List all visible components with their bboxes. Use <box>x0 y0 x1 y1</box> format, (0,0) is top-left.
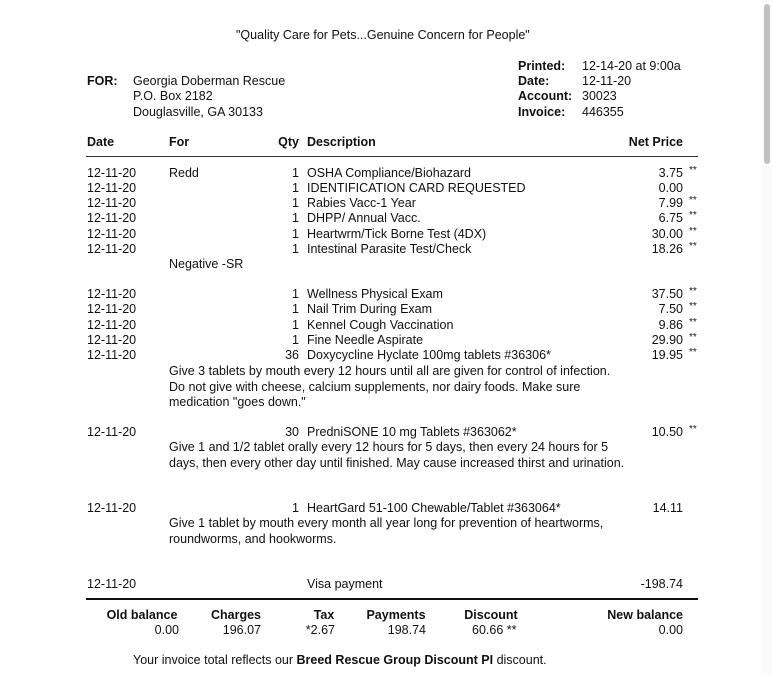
client-address-line2: Douglasville, GA 30133 <box>133 105 263 119</box>
scrollbar-thumb[interactable] <box>764 4 770 164</box>
heartgard-instructions: Give 1 tablet by mouth every month all year long for prevention of heartworms, roundworms, and hookworms. <box>169 516 604 546</box>
line-date: 12-11-20 <box>87 242 137 256</box>
footer-prefix: Your invoice total reflects our <box>133 653 297 667</box>
line-price: 30.00 <box>651 227 683 241</box>
line-flag: ** <box>689 195 697 206</box>
line-date: 12-11-20 <box>87 318 137 332</box>
line-date: 12-11-20 <box>87 302 137 316</box>
discount-value: 60.66 ** <box>472 623 517 637</box>
account-value: 30023 <box>582 89 617 103</box>
line-qty: 1 <box>292 166 299 180</box>
line-date: 12-11-20 <box>87 425 137 439</box>
account-label: Account: <box>518 89 573 103</box>
column-header-qty: Qty <box>278 135 299 149</box>
line-price: 37.50 <box>651 287 683 301</box>
line-qty: 1 <box>292 211 299 225</box>
line-description: Wellness Physical Exam <box>307 287 443 301</box>
tagline: "Quality Care for Pets...Genuine Concern for People" <box>236 28 530 42</box>
invoice-number: 446355 <box>582 105 624 119</box>
line-date: 12-11-20 <box>87 166 137 180</box>
line-price: 14.11 <box>652 501 683 515</box>
line-qty: 1 <box>292 302 299 316</box>
line-description: PredniSONE 10 mg Tablets #363062* <box>307 425 517 439</box>
line-price: 3.75 <box>658 166 683 180</box>
line-date: 12-11-20 <box>87 501 137 515</box>
discount-program-name: Breed Rescue Group Discount PI <box>296 653 494 667</box>
line-flag: ** <box>689 226 697 237</box>
new-balance-value: 0.00 <box>658 623 683 637</box>
date-value: 12-11-20 <box>582 74 632 88</box>
line-date: 12-11-20 <box>87 333 137 347</box>
totals-rule <box>86 598 698 600</box>
line-qty: 1 <box>292 242 299 256</box>
line-price: 0.00 <box>658 181 683 195</box>
line-qty: 1 <box>292 333 299 347</box>
line-qty: 30 <box>285 425 299 439</box>
line-flag: ** <box>689 165 697 176</box>
invoice-label: Invoice: <box>518 105 566 119</box>
line-flag: ** <box>689 301 697 312</box>
payments-label: Payments <box>366 608 426 622</box>
payment-amount: -198.74 <box>640 577 683 591</box>
line-flag: ** <box>689 424 697 435</box>
line-description: Nail Trim During Exam <box>307 302 433 316</box>
discount-footer-note <box>133 653 547 667</box>
line-flag: ** <box>689 241 697 252</box>
date-label: Date: <box>518 74 550 88</box>
column-header-description: Description <box>307 135 376 149</box>
tax-value: *2.67 <box>305 623 335 637</box>
old-balance-label: Old balance <box>106 608 178 622</box>
client-address-line1: P.O. Box 2182 <box>133 89 213 103</box>
line-description: Rabies Vacc-1 Year <box>307 196 416 210</box>
line-price: 6.75 <box>658 211 683 225</box>
line-price: 7.50 <box>658 302 683 316</box>
payment-date: 12-11-20 <box>87 577 137 591</box>
test-result-note: Negative -SR <box>169 257 244 271</box>
scrollbar[interactable] <box>762 0 772 675</box>
line-qty: 1 <box>292 227 299 241</box>
line-price: 29.90 <box>651 333 683 347</box>
charges-value: 196.07 <box>222 623 261 637</box>
header-rule <box>86 156 698 157</box>
line-date: 12-11-20 <box>87 211 137 225</box>
line-date: 12-11-20 <box>87 287 137 301</box>
line-date: 12-11-20 <box>87 196 137 210</box>
footer-suffix: discount. <box>493 653 547 667</box>
line-qty: 1 <box>292 287 299 301</box>
line-flag: ** <box>689 317 697 328</box>
line-price: 10.50 <box>651 425 683 439</box>
line-qty: 1 <box>292 501 299 515</box>
line-price: 7.99 <box>658 196 683 210</box>
line-description: Doxycycline Hyclate 100mg tablets #36306* <box>307 348 551 362</box>
old-balance-value: 0.00 <box>154 623 179 637</box>
line-description: Intestinal Parasite Test/Check <box>307 242 472 256</box>
line-flag: ** <box>689 347 697 358</box>
line-description: HeartGard 51-100 Chewable/Tablet #363064* <box>307 501 561 515</box>
printed-value: 12-14-20 at 9:00a <box>582 59 681 73</box>
line-price: 18.26 <box>651 242 683 256</box>
line-flag: ** <box>689 332 697 343</box>
for-label: FOR: <box>87 74 118 88</box>
line-date: 12-11-20 <box>87 348 137 362</box>
tax-label: Tax <box>313 608 335 622</box>
line-price: 9.86 <box>658 318 683 332</box>
line-qty: 1 <box>292 196 299 210</box>
line-flag: ** <box>689 286 697 297</box>
line-date: 12-11-20 <box>87 227 137 241</box>
line-description: Fine Needle Aspirate <box>307 333 424 347</box>
charges-label: Charges <box>210 608 262 622</box>
line-description: Heartwrm/Tick Borne Test (4DX) <box>307 227 487 241</box>
line-qty: 1 <box>292 318 299 332</box>
line-price: 19.95 <box>651 348 683 362</box>
line-flag: ** <box>689 210 697 221</box>
column-header-for: For <box>169 135 190 149</box>
line-qty: 36 <box>285 348 299 362</box>
client-name: Georgia Doberman Rescue <box>133 74 286 88</box>
printed-label: Printed: <box>518 59 566 73</box>
column-header-net-price: Net Price <box>628 135 683 149</box>
line-description: OSHA Compliance/Biohazard <box>307 166 471 180</box>
payment-description: Visa payment <box>307 577 383 591</box>
prednisone-instructions: Give 1 and 1/2 tablet orally every 12 hours for 5 days, then every 24 hours for 5 days, then every other day until finished. May cause increased thirst and urination. <box>169 440 625 470</box>
line-description: IDENTIFICATION CARD REQUESTED <box>307 181 526 195</box>
line-for: Redd <box>169 166 199 180</box>
line-description: DHPP/ Annual Vacc. <box>307 211 421 225</box>
line-qty: 1 <box>292 181 299 195</box>
new-balance-label: New balance <box>607 608 683 622</box>
doxycycline-instructions: Give 3 tablets by mouth every 12 hours until all are given for control of infection. Do not give with cheese, calcium supplements, nor dairy foods. Make sure medication "goes down." <box>169 364 611 409</box>
column-header-date: Date <box>87 135 115 149</box>
line-date: 12-11-20 <box>87 181 137 195</box>
discount-label: Discount <box>464 608 518 622</box>
line-description: Kennel Cough Vaccination <box>307 318 454 332</box>
payments-value: 198.74 <box>387 623 426 637</box>
